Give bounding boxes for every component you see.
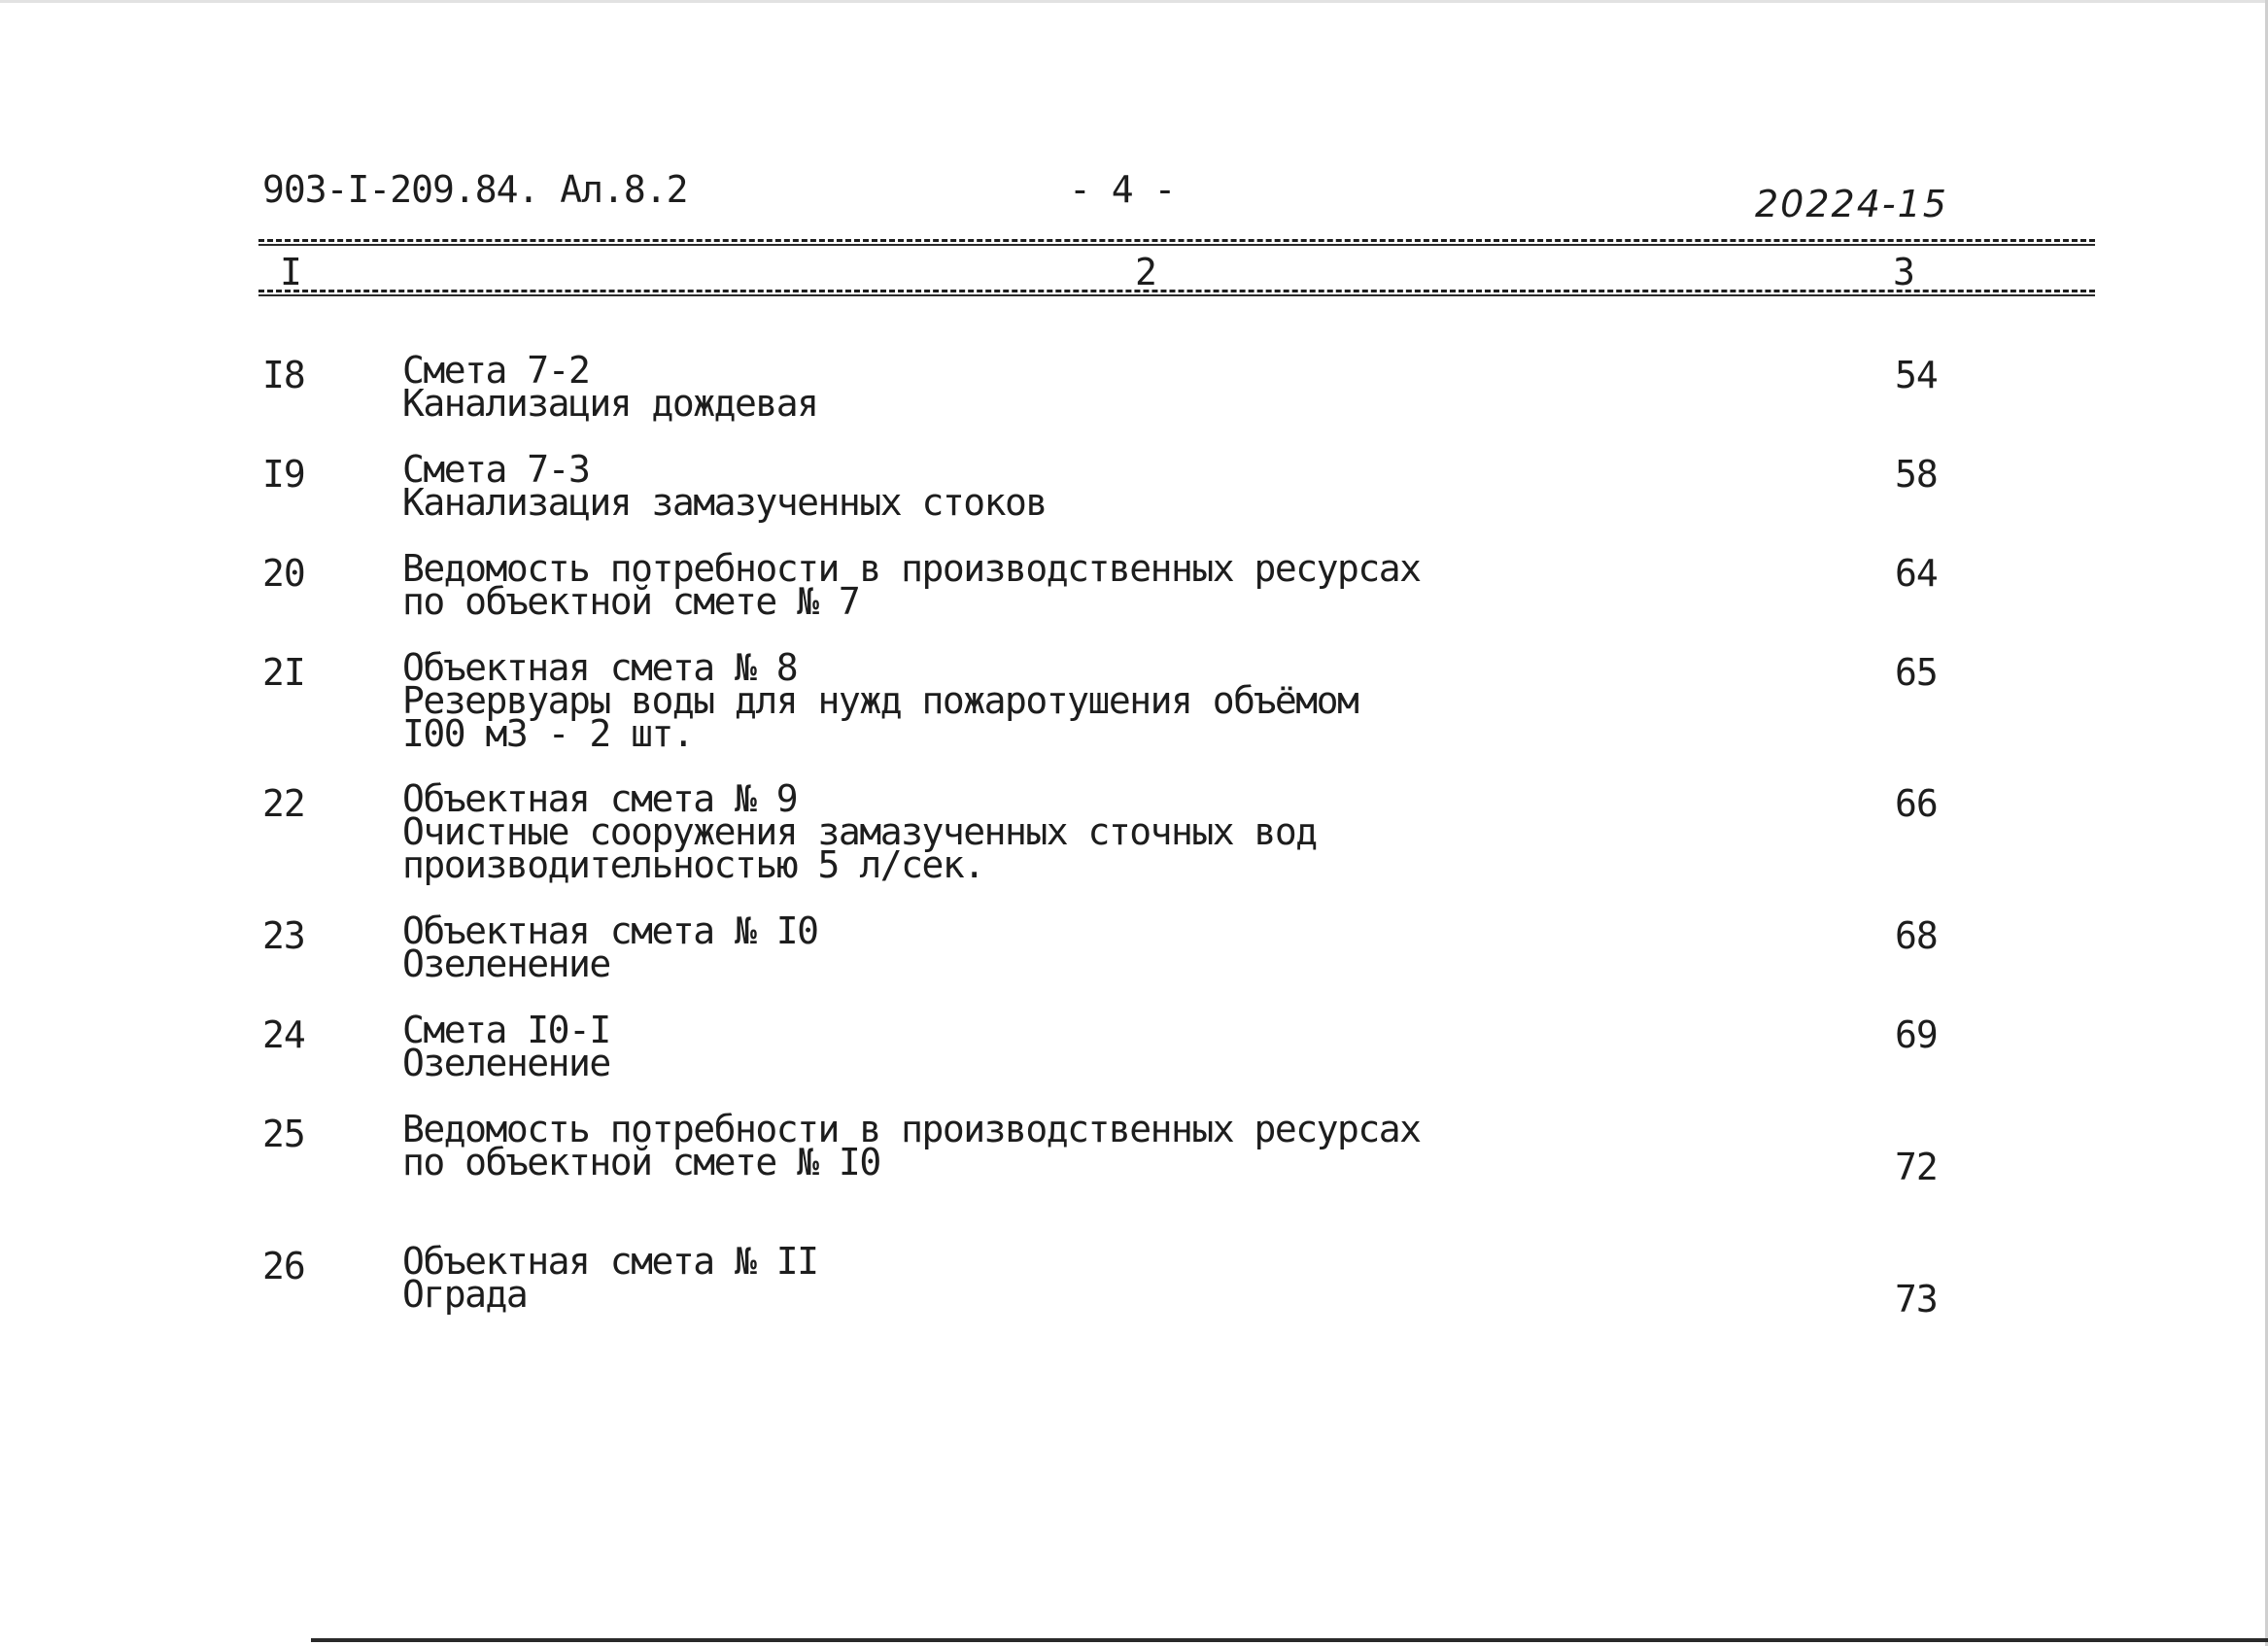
row-description [402,1108,1421,1183]
row-description-line: Резервуары воды для нужд пожаротушения объёмом [402,679,1358,722]
table-top-rule [258,239,2095,242]
row-number: 23 [262,914,305,957]
row-description [402,1009,610,1084]
row-description [402,547,1421,623]
row-number: 24 [262,1013,305,1056]
row-description-line: Смета 7-2 [402,349,590,392]
row-number: 20 [262,552,305,595]
row-description-line: Ограда [402,1273,528,1316]
row-page-number: 73 [1895,1278,1938,1320]
row-description-line: Объектная смета № 9 [402,777,798,820]
row-page-number: 66 [1895,782,1938,825]
row-description-line: Ведомость потребности в производственных ресурсах [402,1108,1421,1150]
row-page-number: 54 [1895,354,1938,396]
row-description-line: Объектная смета № I0 [402,909,818,952]
row-number: I9 [262,453,305,496]
inventory-number: 20224-15 [1755,183,1948,225]
row-description-line: Ведомость потребности в производственных ресурсах [402,547,1421,590]
row-number: 26 [262,1245,305,1287]
row-page-number: 69 [1895,1013,1938,1056]
row-description-line: Очистные сооружения замазученных сточных вод [402,810,1317,853]
row-description-line: Смета 7-3 [402,448,590,491]
row-description-line: по объектной смете № I0 [402,1141,880,1183]
row-description-line: Озеленение [402,1042,610,1084]
row-description [402,909,818,985]
row-description-line: I00 м3 - 2 шт. [402,712,694,755]
row-number: 2I [262,651,305,694]
row-description-line: Канализация дождевая [402,382,818,425]
scan-edge-bottom [311,1638,2268,1642]
table-top-rule-inner [258,244,2095,246]
row-number: 25 [262,1113,305,1155]
doc-code: 903-I-209.84. Ал.8.2 [262,168,688,211]
row-page-number: 64 [1895,552,1938,595]
row-description-line: по объектной смете № 7 [402,580,860,623]
row-description-line: производительностью 5 л/сек. [402,843,984,886]
row-description-line: Смета I0-I [402,1009,610,1051]
column-header-rule [258,290,2095,292]
row-page-number: 65 [1895,651,1938,694]
row-number: 22 [262,782,305,825]
row-description-line: Озеленение [402,943,610,985]
row-description-line: Объектная смета № II [402,1240,818,1283]
row-page-number: 68 [1895,914,1938,957]
row-description-line: Объектная смета № 8 [402,646,798,689]
column-header-2: 2 [1135,251,1157,293]
column-header-1: I [280,251,302,293]
row-description [402,1240,818,1316]
row-description [402,646,1358,755]
column-header-rule-inner [258,294,2095,296]
row-description-line: Канализация замазученных стоков [402,481,1047,524]
column-header-3: 3 [1893,251,1915,293]
row-page-number: 58 [1895,453,1938,496]
row-description [402,777,1317,886]
row-page-number: 72 [1895,1146,1938,1188]
page-marker: - 4 - [1069,168,1176,211]
scan-edge-top [0,0,2268,3]
row-description [402,349,818,425]
row-number: I8 [262,354,305,396]
row-description [402,448,1047,524]
